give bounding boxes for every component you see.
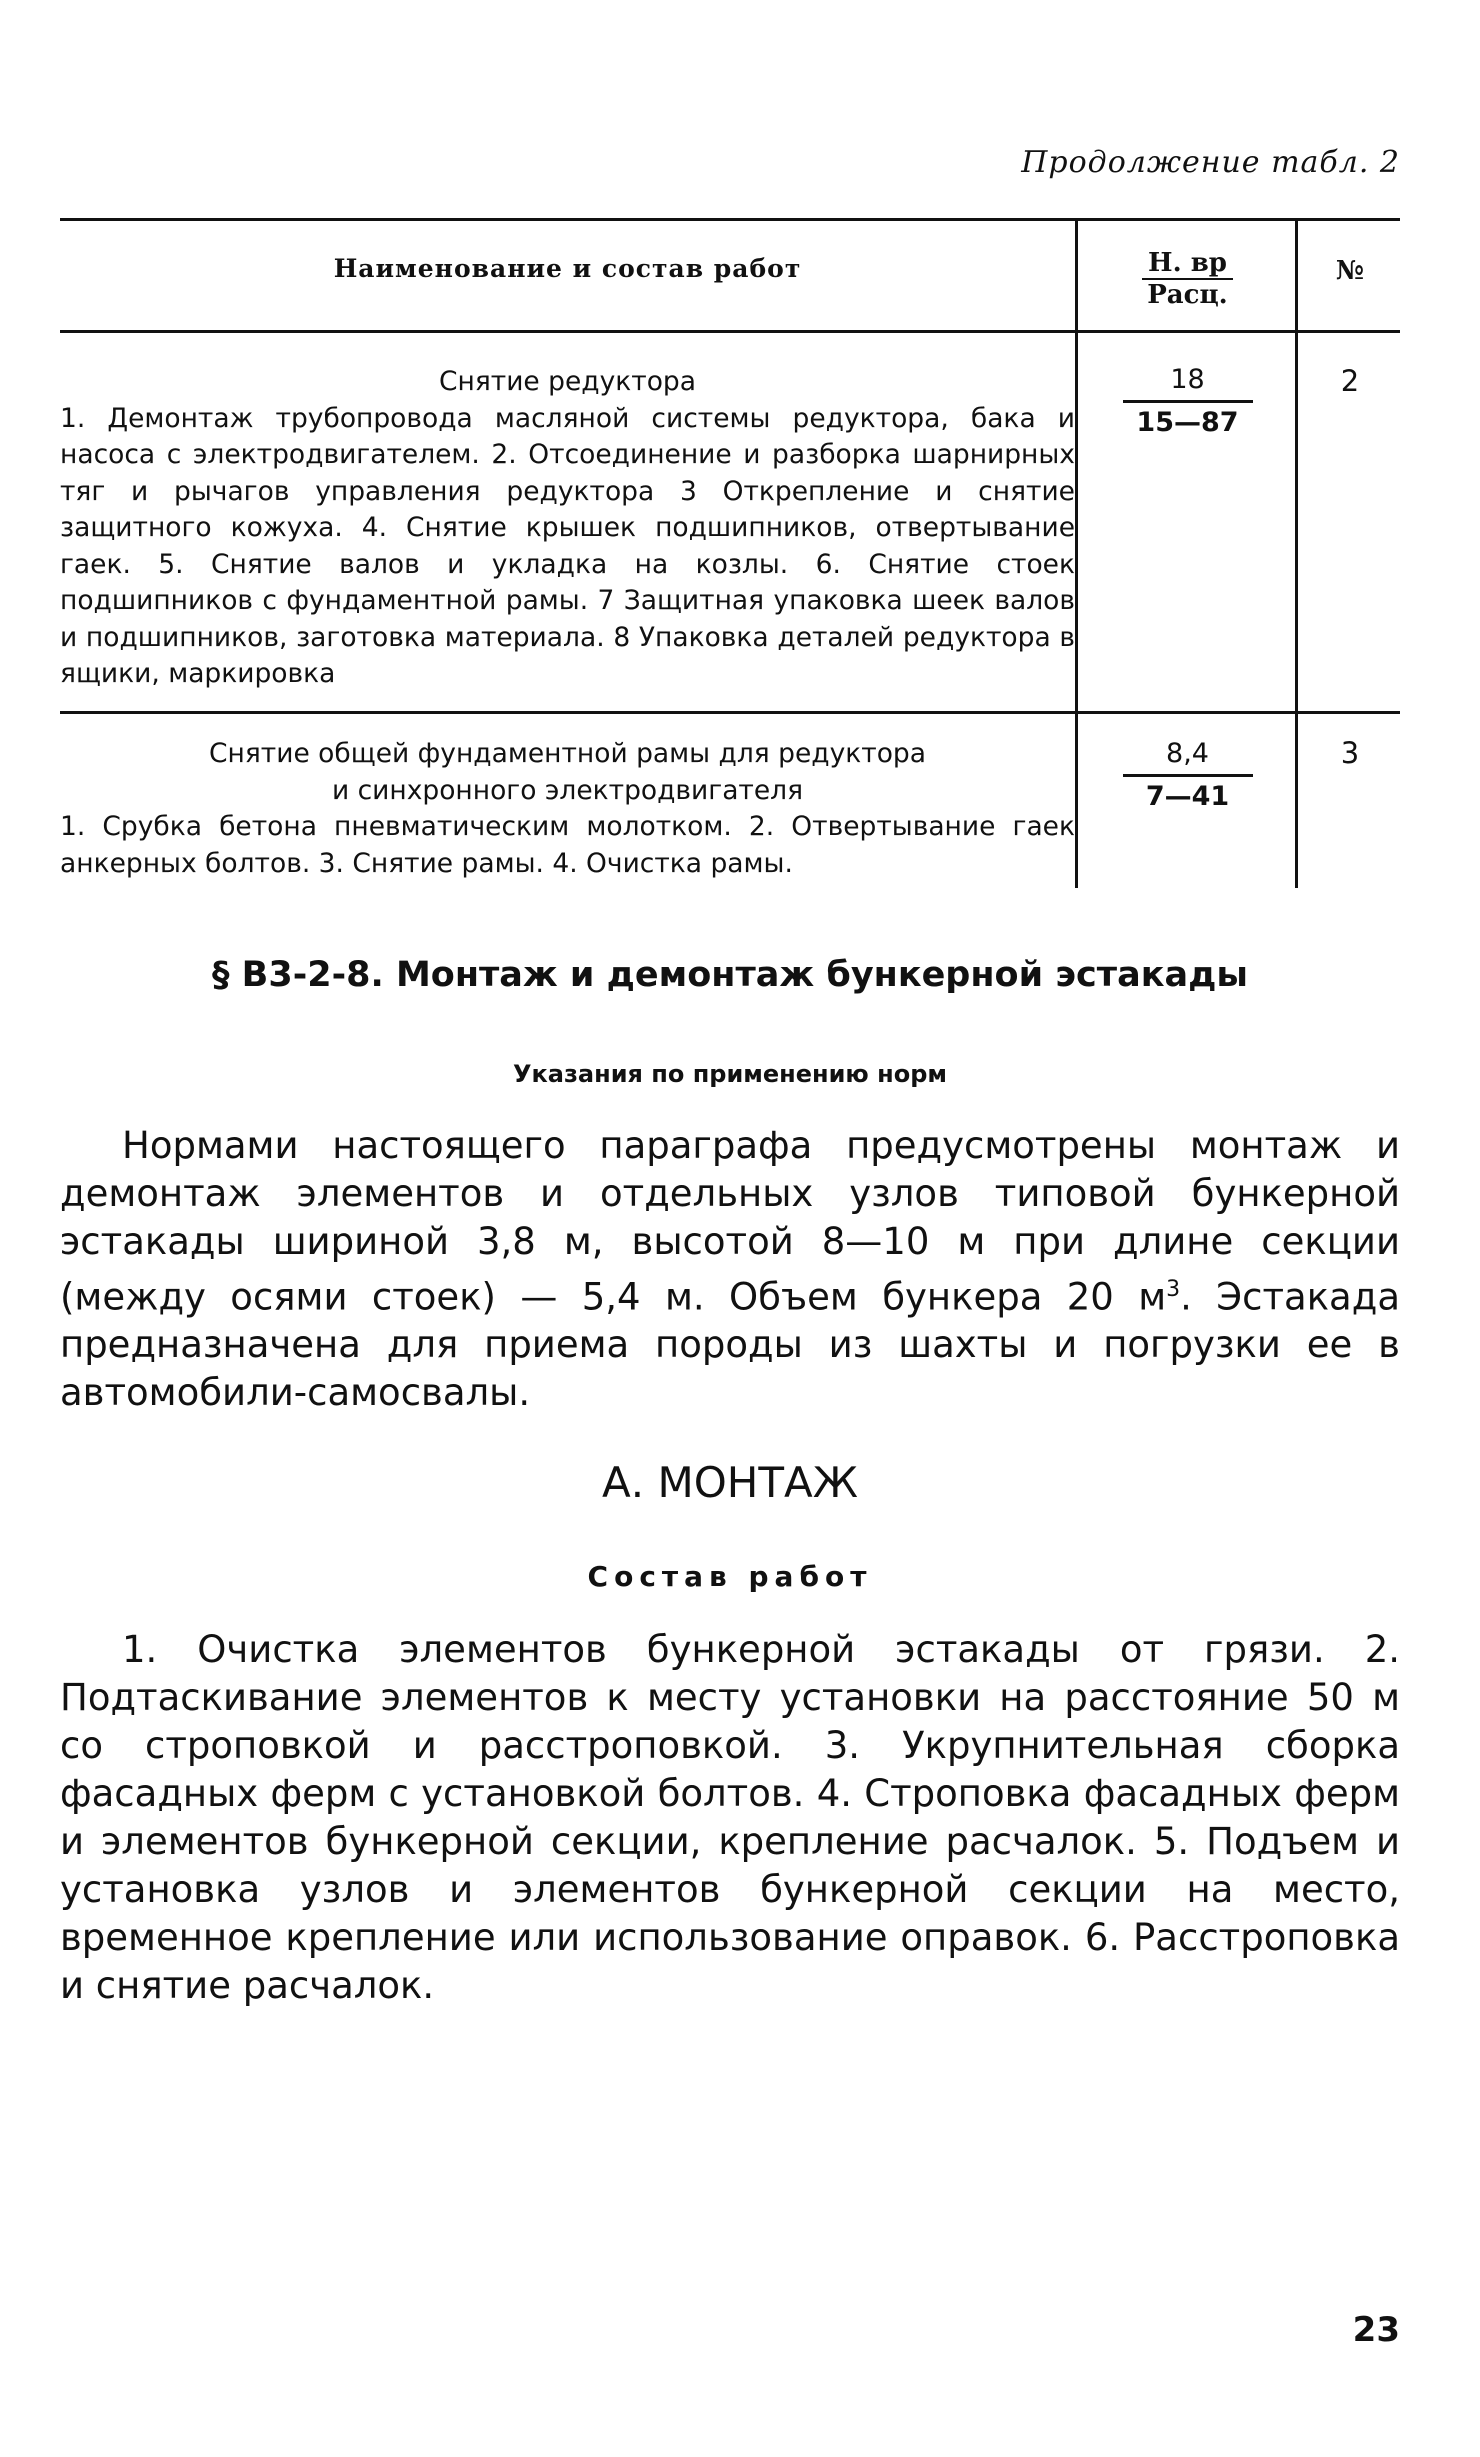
row-title: Снятие редуктора — [438, 366, 696, 397]
row-norm-time: 18 — [1123, 360, 1253, 403]
intro-superscript: 3 — [1166, 1277, 1181, 1302]
row-number: 2 — [1340, 364, 1360, 398]
row-norm — [1080, 360, 1295, 443]
composition-paragraph — [60, 1626, 1400, 2010]
intro-text-cont: . Эстакада предназначена для приема породы из шахты и погрузки ее в автомобили-самосвалы. — [60, 1275, 1400, 1415]
row-number: 3 — [1340, 736, 1360, 770]
table-column-divider — [1295, 218, 1298, 888]
composition-text: 1. Очистка элементов бункерной эстакады от грязи. 2. Подтаскивание элементов к месту установки на расстояние 50 м со строповкой и расстроповкой. 3. Укрупнительная сборка фасадных ферм с установкой болтов. 4. Строповка фасадных ферм и элементов бункерной секции, крепление расчалок. 5. Подъем и установка узлов и элементов бункерной секции на место, временное крепление или использование оправок. 6. Расстроповка и снятие расчалок. — [60, 1628, 1400, 2007]
row-description: 1. Срубка бетона пневматическим молотком. 2. Отвертывание гаек анкерных болтов. 3. Снятие рамы. 4. Очистка рамы. — [60, 811, 1075, 879]
table-row — [60, 736, 1075, 882]
column-header-norm-time: Н. вр — [1142, 248, 1233, 280]
row-rate: 15—87 — [1136, 407, 1239, 438]
table-row — [60, 364, 1075, 693]
table-header-rule — [60, 330, 1400, 333]
page-number: 23 — [1352, 2310, 1400, 2350]
table-top-rule — [60, 218, 1400, 221]
table-column-divider — [1075, 218, 1078, 888]
column-header-rate: Расц. — [1147, 280, 1228, 310]
row-rate: 7—41 — [1145, 781, 1230, 812]
row-description: 1. Демонтаж трубопровода масляной системы редуктора, бака и насоса с электродвигателем. 2. Отсоединение и разборка шарнирных тяг и рычагов управления редуктора 3 Открепление и снятие защитного кожуха. 4. Снятие крышек подшипников, отвертывание гаек. 5. Снятие валов и укладка на козлы. 6. Снятие стоек подшипников с фундаментной рамы. 7 Защитная упаковка шеек валов и подшипников, заготовка материала. 8 Упаковка деталей редуктора в ящики, маркировка — [60, 402, 1075, 689]
composition-heading: Состав работ — [587, 1560, 873, 1593]
row-norm — [1080, 734, 1295, 817]
row-title: и синхронного электродвигателя — [331, 774, 804, 806]
intro-text: Нормами настоящего параграфа предусмотрены монтаж и демонтаж элементов и отдельных узлов типовой бункерной эстакады шириной 3,8 м, высотой 8—10 м при длине секции (между осями стоек) — 5,4 м. Объем бункера 20 м — [60, 1124, 1400, 1319]
intro-paragraph — [60, 1122, 1400, 1417]
row-norm-time: 8,4 — [1123, 734, 1253, 777]
table-continuation-label: Продолжение табл. 2 — [1021, 145, 1400, 180]
norms-table — [60, 218, 1400, 888]
column-header-norm — [1080, 248, 1295, 310]
part-a-heading: А. МОНТАЖ — [602, 1458, 858, 1507]
row-title: Снятие общей фундаментной рамы для редуктора — [209, 738, 926, 769]
column-header-number: № — [1335, 256, 1365, 286]
section-subheading: Указания по применению норм — [512, 1060, 947, 1088]
column-header-name: Наименование и состав работ — [333, 254, 802, 283]
section-title: § В3-2-8. Монтаж и демонтаж бункерной эстакады — [211, 955, 1248, 995]
table-row-divider — [60, 711, 1400, 714]
